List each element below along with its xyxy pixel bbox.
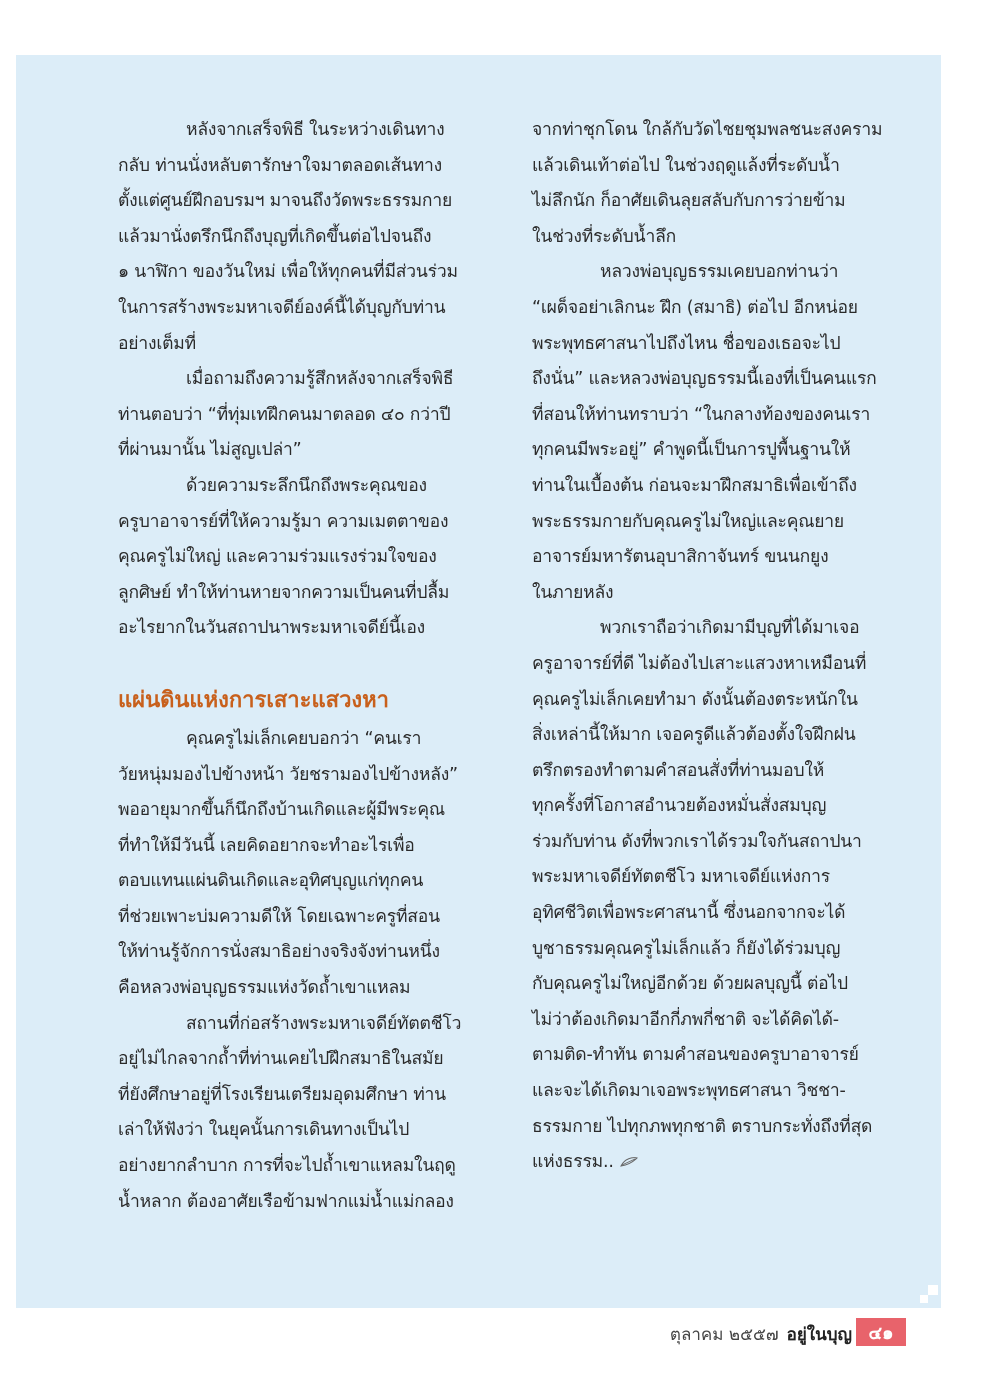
text-line: ให้ท่านรู้จักการนั่งสมาธิอย่างจริงจังท่านหนึ่ง xyxy=(118,942,440,963)
text-line: อย่างยากลำบาก การที่จะไปถ้ำเขาแหลมในฤดู xyxy=(118,1156,456,1177)
text-line: ที่ผ่านมานั้น ไม่สูญเปล่า” xyxy=(118,440,302,461)
page-number-badge: ๔๑ xyxy=(856,1318,906,1346)
text-line: ท่านในเบื้องต้น ก่อนจะมาฝึกสมาธิเพื่อเข้าถึง xyxy=(532,475,857,496)
text-line: น้ำหลาก ต้องอาศัยเรือข้ามฟากแม่น้ำแม่กลอง xyxy=(118,1191,454,1212)
text-line: อาจารย์มหารัตนอุบาสิกาจันทร์ ขนนกยูง xyxy=(532,547,829,568)
text-line: ทุกครั้งที่โอกาสอำนวยต้องหมั่นสั่งสมบุญ xyxy=(532,796,827,817)
text-line: คือหลวงพ่อบุญธรรมแห่งวัดถ้ำเขาแหลม xyxy=(118,978,411,999)
text-line: ธรรมกาย ไปทุกภพทุกชาติ ตราบกระทั่งถึงที่สุด xyxy=(532,1116,873,1137)
text-line: พออายุมากขึ้นก็นึกถึงบ้านเกิดและผู้มีพระคุณ xyxy=(118,800,445,821)
section-heading: แผ่นดินแห่งการเสาะแสวงหา xyxy=(118,687,390,713)
text-line: ทุกคนมีพระอยู่” คำพูดนี้เป็นการปูพื้นฐานให้ xyxy=(532,440,851,461)
text-line: ที่ทำให้มีวันนี้ เลยคิดอยากจะทำอะไรเพื่อ xyxy=(118,835,415,856)
text-line: กลับ ท่านนั่งหลับตารักษาใจมาตลอดเส้นทาง xyxy=(118,155,442,176)
text-line: วัยหนุ่มมองไปข้างหน้า วัยชรามองไปข้างหลัง” xyxy=(118,764,458,785)
text-line: พระธรรมกายกับคุณครูไม่ใหญ่และคุณยาย xyxy=(532,511,844,532)
text-line: ตั้งแต่ศูนย์ฝึกอบรมฯ มาจนถึงวัดพระธรรมกาย xyxy=(118,191,453,212)
text-line: อยู่ไม่ไกลจากถ้ำที่ท่านเคยไปฝึกสมาธิในสมัย xyxy=(118,1049,444,1070)
leaf-end-mark-icon xyxy=(620,1157,638,1167)
text-line: ในช่วงที่ระดับน้ำลึก xyxy=(532,226,677,247)
text-line: ไม่ว่าต้องเกิดมาอีกกี่ภพกี่ชาติ จะได้คิดได้- xyxy=(532,1009,839,1030)
closing-text: แห่งธรรม.. xyxy=(532,1152,614,1173)
text-line: ครูบาอาจารย์ที่ให้ความรู้มา ความเมตตาของ xyxy=(118,511,449,532)
text-line: ครูอาจารย์ที่ดี ไม่ต้องไปเสาะแสวงหาเหมือนที่ xyxy=(532,653,867,674)
text-line: สถานที่ก่อสร้างพระมหาเจดีย์ทัตตชีโว xyxy=(186,1013,462,1034)
text-line: แล้วเดินเท้าต่อไป ในช่วงฤดูแล้งที่ระดับน้ำ xyxy=(532,155,840,176)
text-line: คุณครูไม่เล็กเคยบอกว่า “คนเรา xyxy=(186,728,422,749)
panel-corner-notch xyxy=(920,1295,928,1303)
text-line: ตามติด-ทำทัน ตามคำสอนของครูบาอาจารย์ xyxy=(532,1045,859,1066)
text-line: พระพุทธศาสนาไปถึงไหน ชื่อของเธอจะไป xyxy=(532,333,841,354)
page-footer xyxy=(0,1318,1000,1352)
text-line: สิ่งเหล่านี้ให้มาก เจอครูดีแล้วต้องตั้งใจฝึกฝน xyxy=(532,725,856,746)
text-line: อย่างเต็มที่ xyxy=(118,333,196,354)
text-line: อุทิศชีวิตเพื่อพระศาสนานี้ ซึ่งนอกจากจะได้ xyxy=(532,903,846,924)
text-line: ที่ยังศึกษาอยู่ที่โรงเรียนเตรียมอุดมศึกษา ท่าน xyxy=(118,1084,446,1105)
magazine-name: อยู่ในบุญ xyxy=(786,1325,852,1345)
text-line: แล้วมานั่งตรึกนึกถึงบุญที่เกิดขึ้นต่อไปจนถึง xyxy=(118,226,432,247)
text-line: ตอบแทนแผ่นดินเกิดและอุทิศบุญแก่ทุกคน xyxy=(118,871,424,892)
right-paragraphs xyxy=(532,113,907,1145)
text-line: คุณครูไม่เล็กเคยทำมา ดังนั้นต้องตระหนักใน xyxy=(532,689,858,710)
text-line: ๑ นาฬิกา ของวันใหม่ เพื่อให้ทุกคนที่มีส่วนร่วม xyxy=(118,262,458,283)
text-line: ตรึกตรองทำตามคำสอนสั่งที่ท่านมอบให้ xyxy=(532,760,825,781)
text-line: กับคุณครูไม่ใหญ่อีกด้วย ด้วยผลบุญนี้ ต่อไป xyxy=(532,974,848,995)
text-line: หลังจากเสร็จพิธี ในระหว่างเดินทาง xyxy=(186,120,445,140)
left-column xyxy=(118,113,493,1220)
text-line: ไม่ลึกนัก ก็อาศัยเดินลุยสลับกับการว่ายข้าม xyxy=(532,191,846,212)
left-paragraphs-a xyxy=(118,113,493,647)
text-line: เล่าให้ฟังว่า ในยุคนั้นการเดินทางเป็นไป xyxy=(118,1120,410,1141)
text-line: คุณครูไม่ใหญ่ และความร่วมแรงร่วมใจของ xyxy=(118,547,437,568)
text-line: ในการสร้างพระมหาเจดีย์องค์นี้ได้บุญกับท่าน xyxy=(118,297,446,318)
right-column xyxy=(532,113,907,1181)
issue-date: ตุลาคม ๒๕๕๗ xyxy=(669,1325,779,1345)
text-line: ในภายหลัง xyxy=(532,582,614,603)
text-line: อะไรยากในวันสถาปนาพระมหาเจดีย์นี้เอง xyxy=(118,618,425,639)
text-line: พวกเราถือว่าเกิดมามีบุญที่ได้มาเจอ xyxy=(600,618,860,639)
text-line: บูชาธรรมคุณครูไม่เล็กแล้ว ก็ยังได้ร่วมบุญ xyxy=(532,938,841,959)
footer-credit xyxy=(670,1321,852,1348)
text-line: ลูกศิษย์ ทำให้ท่านหายจากความเป็นคนที่ปลื้ม xyxy=(118,582,450,603)
text-line: ที่ช่วยเพาะบ่มความดีให้ โดยเฉพาะครูที่สอน xyxy=(118,906,440,927)
text-line: เมื่อถามถึงความรู้สึกหลังจากเสร็จพิธี xyxy=(186,369,454,390)
text-line: ด้วยความระลึกนึกถึงพระคุณของ xyxy=(186,475,427,496)
left-paragraphs-b xyxy=(118,722,493,1220)
text-line: ร่วมกับท่าน ดังที่พวกเราได้รวมใจกันสถาปนา xyxy=(532,831,862,852)
text-line: พระมหาเจดีย์ทัตตชีโว มหาเจดีย์แห่งการ xyxy=(532,867,830,888)
panel-corner-notch xyxy=(928,1285,938,1295)
text-line: หลวงพ่อบุญธรรมเคยบอกท่านว่า xyxy=(600,262,839,283)
text-line: ท่านตอบว่า “ที่ทุ่มเทฝึกคนมาตลอด ๔๐ กว่าปี xyxy=(118,404,451,425)
text-line: ที่สอนให้ท่านทราบว่า “ในกลางท้องของคนเรา xyxy=(532,404,871,425)
text-line: และจะได้เกิดมาเจอพระพุทธศาสนา วิชชา- xyxy=(532,1081,846,1102)
text-line: “เผด็จอย่าเลิกนะ ฝึก (สมาธิ) ต่อไป อีกหน่อย xyxy=(532,297,858,318)
text-line: จากท่าชุกโดน ใกล้กับวัดไชยชุมพลชนะสงคราม xyxy=(532,120,883,140)
text-line: ถึงนั่น” และหลวงพ่อบุญธรรมนี้เองที่เป็นคนแรก xyxy=(532,369,877,390)
text-line-last xyxy=(532,1145,907,1181)
